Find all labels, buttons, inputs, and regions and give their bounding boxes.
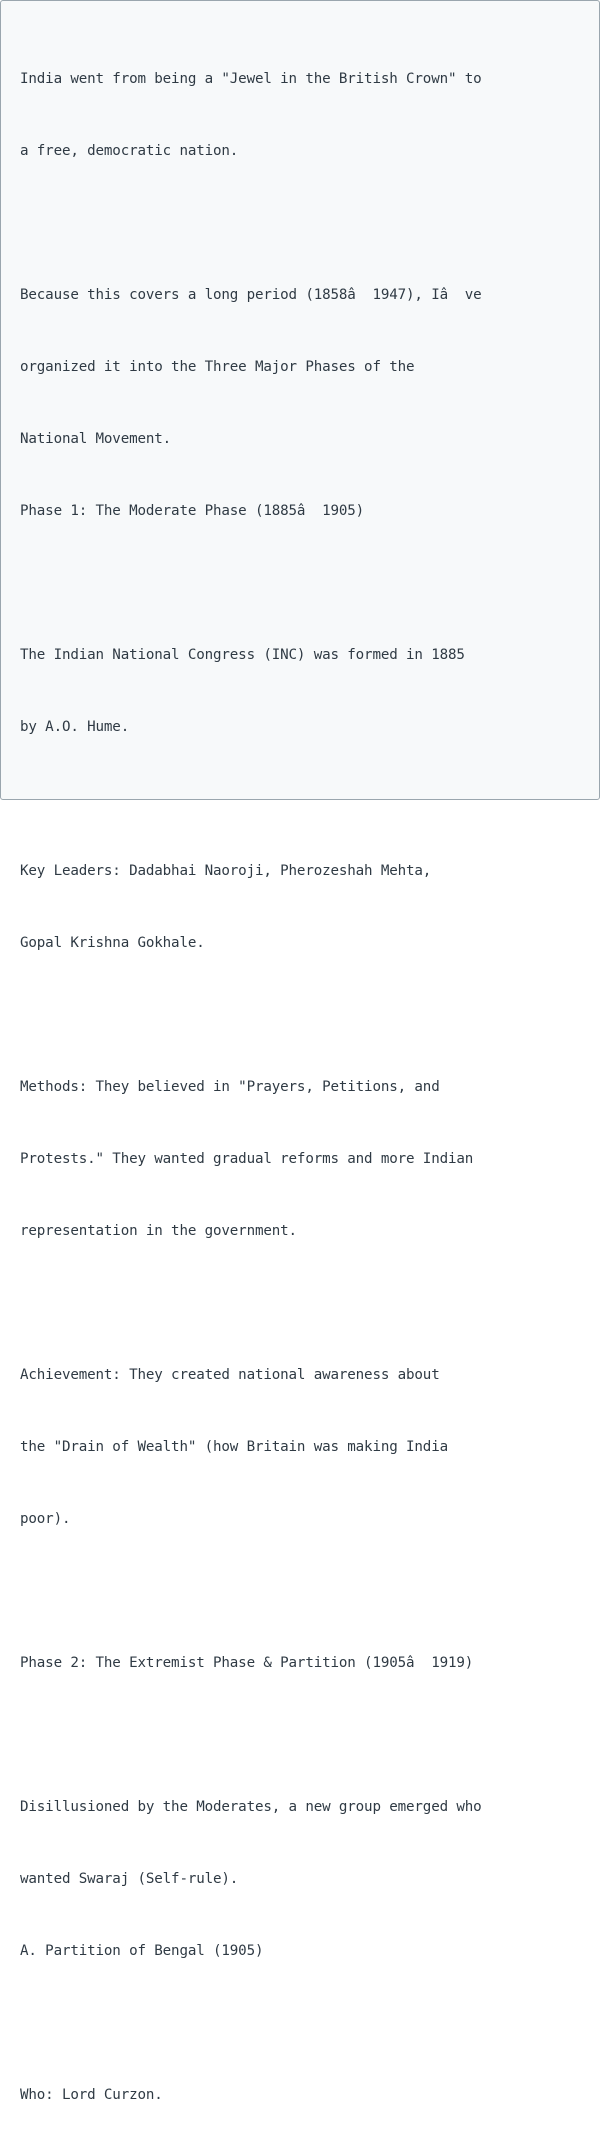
who-line: Who: Lord Curzon.	[20, 2087, 163, 2103]
text-line: a free, democratic nation.	[20, 143, 239, 159]
blank-line	[20, 1291, 590, 1315]
text-line: The Indian National Congress (INC) was formed in 1885	[20, 647, 465, 663]
text-line: National Movement.	[20, 431, 172, 447]
blank-line	[20, 1003, 590, 1027]
phase-1-heading: Phase 1: The Moderate Phase (1885â 1905)	[20, 503, 365, 519]
blank-line	[20, 787, 590, 811]
text-line: Disillusioned by the Moderates, a new group emerged who	[20, 1799, 482, 1815]
blank-line	[20, 211, 590, 235]
partition-heading: A. Partition of Bengal (1905)	[20, 1943, 264, 1959]
text-line: poor).	[20, 1511, 71, 1527]
blank-line	[20, 571, 590, 595]
text-line: by A.O. Hume.	[20, 719, 130, 735]
text-line: Gopal Krishna Gokhale.	[20, 935, 205, 951]
text-line: Protests." They wanted gradual reforms and more Indian	[20, 1151, 474, 1167]
text-line: organized it into the Three Major Phases of the	[20, 359, 415, 375]
achievement-line: Achievement: They created national awareness about	[20, 1367, 440, 1383]
blank-line	[20, 2011, 590, 2035]
text-line: representation in the government.	[20, 1223, 297, 1239]
text-line: wanted Swaraj (Self-rule).	[20, 1871, 239, 1887]
document-text	[20, 19, 590, 2155]
blank-line	[20, 1723, 590, 1747]
phase-2-heading: Phase 2: The Extremist Phase & Partition (1905â 1919)	[20, 1655, 474, 1671]
blank-line	[20, 1579, 590, 1603]
text-line: Because this covers a long period (1858â 1947), Iâ ve	[20, 287, 482, 303]
key-leaders-line: Key Leaders: Dadabhai Naoroji, Pherozeshah Mehta,	[20, 863, 432, 879]
text-line: India went from being a "Jewel in the British Crown" to	[20, 71, 482, 87]
text-line: the "Drain of Wealth" (how Britain was making India	[20, 1439, 448, 1455]
methods-line: Methods: They believed in "Prayers, Petitions, and	[20, 1079, 440, 1095]
